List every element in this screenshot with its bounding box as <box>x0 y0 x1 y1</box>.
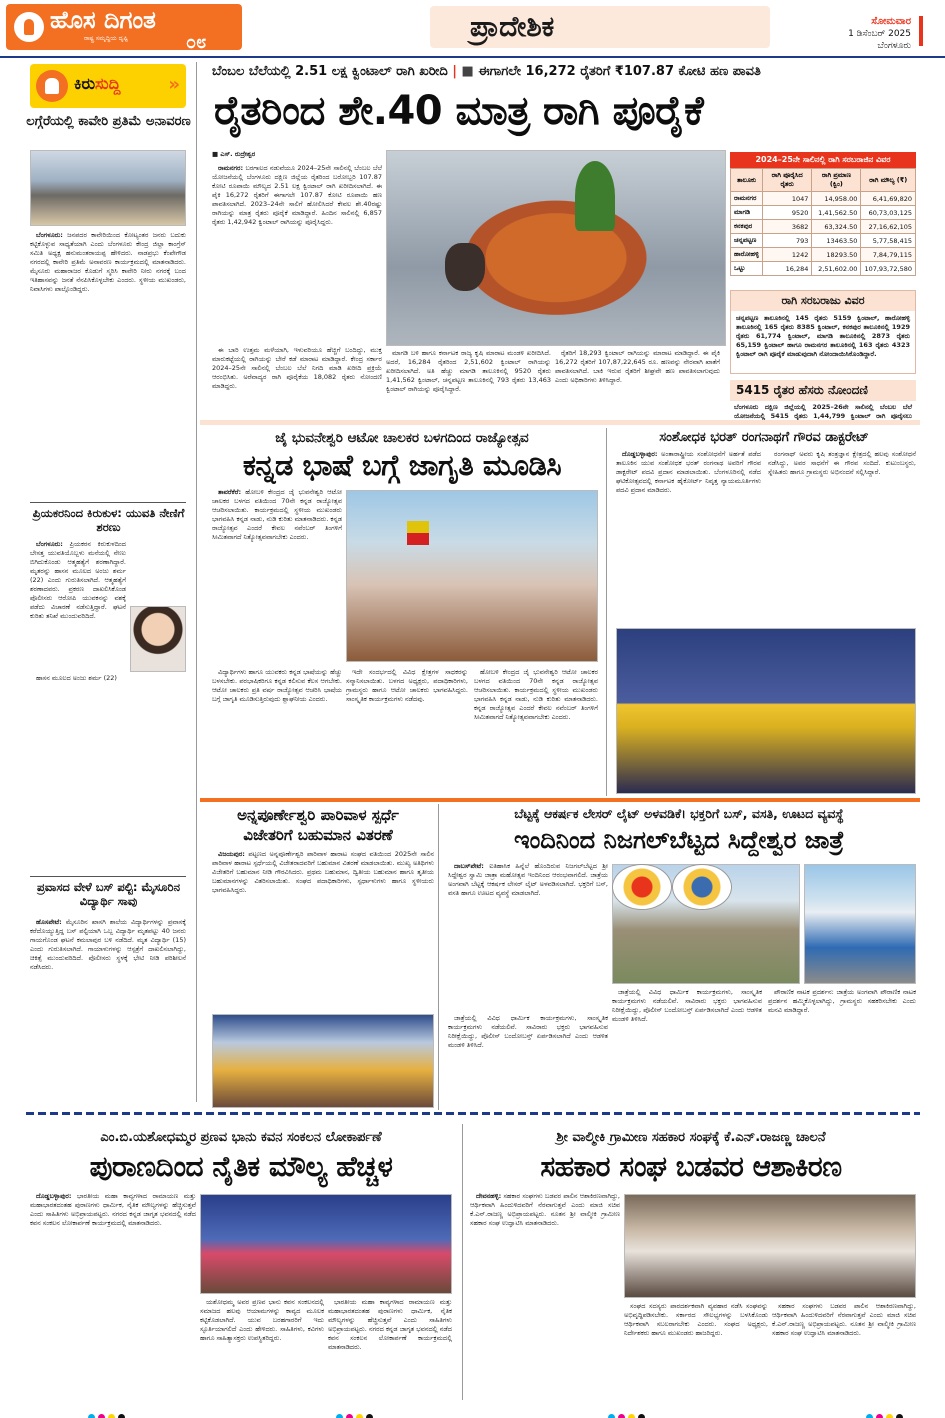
table-row: ಒಟ್ಟು 16,284 2,51,602.00 107,93,72,580 <box>731 262 916 276</box>
jatre-kicker: ಬೆಟ್ಟಕ್ಕೆ ಆಕರ್ಷಕ ಲೇಸರ್ ಲೈಟ್ ಅಳವಡಿಕೆ। ಭಕ್ತರಿಗೆ ಬಸ್, ವಸತಿ, ಊಟದ ವ್ಯವಸ್ಥೆ <box>514 806 844 821</box>
column-rule <box>196 62 197 1102</box>
supply-box-body: ಚನ್ನಪಟ್ಟಣ ತಾಲೂಕಿನಲ್ಲಿ 145 ರೈತರು 5159 ಕ್ವಿಂಟಾಲ್, ಹಾರೋಹಳ್ಳಿ ತಾಲೂಕಿನಲ್ಲಿ 165 ರೈತರು 8385 ಕ್ವಿಂಟಾಲ್, ಕನಕಪುರ ತಾಲೂಕಿನಲ್ಲಿ 1929 ರೈತರು 61,774 ಕ್ವಿಂಟಾಲ್, ಮಾಗಡಿ ತಾಲೂಕಿನಲ್ಲಿ 2873 ರೈತರು 65,159 ಕ್ವಿಂಟಾಲ್ ಹಾಗೂ ರಾಮನಗರ ತಾಲೂಕಿನಲ್ಲಿ 163 ರೈತರು 4323 ಕ್ವಿಂಟಾಲ್ ರಾಗಿ ಪೂರೈಕೆ ಮಾಡುವುದಾಗಿ ನೋಂದಾಯಿಸಿಕೊಂಡಿದ್ದಾರೆ. <box>736 314 910 358</box>
jatre-body-col2: ಜಾತ್ರೆಯಲ್ಲಿ ವಿವಿಧ ಧಾರ್ಮಿಕ ಕಾರ್ಯಕ್ರಮಗಳು, ಸಾಂಸ್ಕೃತಿಕ ಕಾರ್ಯಕ್ರಮಗಳು ನಡೆಯಲಿವೆ. ಸಾವಿರಾರು ಭಕ್ತರು ಭಾಗವಹಿಸುವ ನಿರೀಕ್ಷೆಯಿದ್ದು, ಪೊಲೀಸ್ ಬಂದೋಬಸ್ತ್ ಏರ್ಪಡಿಸಲಾಗಿದೆ ಎಂದು ಆಡಳಿತ ಮಂಡಳಿ ತಿಳಿಸಿದೆ. <box>612 988 762 1023</box>
deity-icon <box>612 864 672 910</box>
kannada-photo-group <box>346 490 598 662</box>
sahakara-body-col1: ದೇವನಹಳ್ಳಿ: ಸಹಕಾರ ಸಂಘಗಳು ಬಡವರ ಪಾಲಿನ ಆಶಾಕಿರಣವಾಗಿದ್ದು, ಆರ್ಥಿಕವಾಗಿ ಹಿಂದುಳಿದವರಿಗೆ ನೆರವಾಗುತ್ತವೆ ಎಂದು ಮಾಜಿ ಸಚಿವ ಕೆ.ಎನ್.ರಾಜಣ್ಣ ಅಭಿಪ್ರಾಯಪಟ್ಟರು. ನೂತನ ಶ್ರೀ ವಾಲ್ಮೀಕಿ ಗ್ರಾಮೀಣ ಸಹಕಾರ ಸಂಘ ಉದ್ಘಾಟಿಸಿ ಮಾತನಾಡಿದರು. <box>470 1192 620 1227</box>
column-rule <box>606 428 607 796</box>
registration-box-body: ಬೆಂಗಳೂರು ದಕ್ಷಿಣ ಜಿಲ್ಲೆಯಲ್ಲಿ 2025–26ನೇ ಸಾಲಿನಲ್ಲಿ ಬೆಂಬಲ ಬೆಲೆ ಯೋಜನೆಯಲ್ಲಿ 5415 ರೈತರು 1,44,799 ಕ್ವಿಂಟಾಲ್ ರಾಗಿ ಪೂರೈಸಲು <box>734 403 912 420</box>
pigeon-body: ವಿಜಯಪುರ: ಪಟ್ಟಣದ ಅನ್ನಪೂರ್ಣೇಶ್ವರಿ ಪಾರಿವಾಳ ಹಾರಾಟ ಸಂಘದ ವತಿಯಿಂದ 2025ನೇ ಸಾಲಿನ ಪಾರಿವಾಳ ಹಾರಾಟ ಸ್ಪರ್ಧೆಯಲ್ಲಿ ವಿಜೇತರಾದವರಿಗೆ ಬಹುಮಾನ ವಿತರಣೆ ಮಾಡಲಾಯಿತು. ಮುಖ್ಯ ಅತಿಥಿಗಳು ವಿಜೇತರಿಗೆ ಬಹುಮಾನ ನೀಡಿ ಗೌರವಿಸಿದರು. ಪ್ರಥಮ ಬಹುಮಾನ, ದ್ವಿತೀಯ ಬಹುಮಾನ ಹಾಗೂ ತೃತೀಯ ಬಹುಮಾನಗಳನ್ನು ವಿತರಿಸಲಾಯಿತು. ಸಂಘದ ಪದಾಧಿಕಾರಿಗಳು, ಸ್ಪರ್ಧಾಳುಗಳು ಹಾಗೂ ಸ್ಥಳೀಯರು ಭಾಗವಹಿಸಿದ್ದರು. <box>212 850 434 894</box>
accent-bar <box>919 16 923 46</box>
brief-1-body: ಬೆಂಗಳೂರು: ಜನಪದರ ಕಾವೇರಿಯಿಂದ ಕೋಟ್ಯಂತರ ಜನರು ಬದುಕು ಕಟ್ಟಿಕೊಳ್ಳುವ ಸಾಧ್ಯತೆಯಾಗಿ ಎಂದು ಬೆಂಗಳೂರು ಕೇಂದ್ರ ಜಿಲ್ಲಾ ಕಾಂಗ್ರೆಸ್ ಸಮಿತಿ ಅಧ್ಯಕ್ಷ ಹನುಮಂತರಾಯಪ್ಪ ಹೇಳಿದರು. ನಾಡಪ್ರಭು ಕೆಂಪೇಗೌಡ ನಗರದಲ್ಲಿ ಕಾವೇರಿ ಪ್ರತಿಮೆ ಅನಾವರಣ ಕಾರ್ಯಕ್ರಮದಲ್ಲಿ ಮಾತನಾಡಿದರು. ಮೈಸೂರು ಮಹಾರಾಜರ ಕೊಡುಗೆ ಸ್ಮರಿಸಿ ಕಾವೇರಿ ನೀರು ನಗರಕ್ಕೆ ಬಂದ ಇತಿಹಾಸವನ್ನು ಜನತೆ ನೆನಪಿಸಿಕೊಳ್ಳಬೇಕು ಎಂದರು. ಸ್ಥಳೀಯ ಮುಖಂಡರು, ನಿವಾಸಿಗಳು ಪಾಲ್ಗೊಂಡಿದ್ದರು. <box>30 231 186 293</box>
hand-icon <box>36 70 68 102</box>
issue-day: ಸೋಮವಾರ <box>871 16 911 27</box>
deity-icon <box>672 864 732 910</box>
table-header: ರಾಗಿ ಮೌಲ್ಯ (₹) <box>861 169 916 192</box>
page-number: ೦೮ <box>186 32 207 53</box>
table-row: ರಾಮನಗರ 1047 14,958.00 6,41,69,820 <box>731 192 916 206</box>
table-header: ತಾಲೂಕು <box>731 169 763 192</box>
purana-body-col2: ಯಶೋಧಮ್ಮ ಅವರ ಪ್ರಣವ ಭಾನು ಕವನ ಸಂಕಲನದಲ್ಲಿ ಸಮಾಜದ ಹಲವು ಆಯಾಮಗಳನ್ನು ಕಾವ್ಯದ ಮೂಲಕ ಕಟ್ಟಿಕೊಡಲಾಗಿದೆ. ಯುವ ಬರಹಗಾರರಿಗೆ ಇದು ಸ್ಫೂರ್ತಿಯಾಗಲಿದೆ ಎಂದು ಹೇಳಿದರು. ಸಾಹಿತಿಗಳು, ಕವಿಗಳು ಹಾಗೂ ಸಾಹಿತ್ಯಾಸಕ್ತರು ಉಪಸ್ಥಿತರಿದ್ದರು. <box>200 1298 324 1342</box>
doctorate-headline: ಸಂಶೋಧಕ ಭರತ್ ರಂಗನಾಥಗೆ ಗೌರವ ಡಾಕ್ಟರೇಟ್ <box>659 430 869 445</box>
pigeon-headline-1: ಅನ್ನಪೂರ್ಣೇಶ್ವರಿ ಪಾರಿವಾಳ ಸ್ಪರ್ಧೆ <box>237 806 399 824</box>
kirusuddi-banner <box>30 64 186 108</box>
brief-3-headline: ಪ್ರವಾಸದ ವೇಳೆ ಬಸ್ ಪಲ್ಟಿ: ಮೈಸೂರಿನ ವಿದ್ಯಾರ್ಥಿ ಸಾವು <box>37 880 180 908</box>
purana-body-col1: ದೊಡ್ಡಬಳ್ಳಾಪುರ: ಭಾರತೀಯ ಮಹಾ ಕಾವ್ಯಗಳಾದ ರಾಮಾಯಣ ಮತ್ತು ಮಹಾಭಾರತದಂತಹ ಪುರಾಣಗಳು ಧಾರ್ಮಿಕ, ನೈತಿಕ ಮೌಲ್ಯಗಳನ್ನು ಹೆಚ್ಚಿಸುತ್ತವೆ ಎಂದು ಸಾಹಿತಿಗಳು ಅಭಿಪ್ರಾಯಪಟ್ಟರು. ನಗರದ ಕನ್ನಡ ಜಾಗೃತ ಭವನದಲ್ಲಿ ನಡೆದ ಕವನ ಸಂಕಲನ ಲೋಕಾರ್ಪಣೆ ಕಾರ್ಯಕ್ರಮದಲ್ಲಿ ಮಾತನಾಡಿದರು. <box>30 1192 196 1227</box>
print-registration-marks <box>88 1406 148 1414</box>
sahakara-photo-audience <box>624 1194 916 1298</box>
masthead-rule <box>0 56 945 58</box>
newspaper-logo <box>6 4 242 53</box>
lamp-emblem-icon <box>14 12 44 42</box>
doctorate-body-col2: ರಂಗನಾಥ್ ಅವರು ಕೃಷಿ ತಂತ್ರಜ್ಞಾನ ಕ್ಷೇತ್ರದಲ್ಲಿ ಹಲವು ಸಂಶೋಧನೆ ನಡೆಸಿದ್ದು, ಅವರ ಸಾಧನೆಗೆ ಈ ಗೌರವ ಸಂದಿದೆ. ಕುಟುಂಬಸ್ಥರು, ಸ್ನೇಹಿತರು ಹಾಗೂ ಗ್ರಾಮಸ್ಥರು ಅಭಿನಂದನೆ ಸಲ್ಲಿಸಿದ್ದಾರೆ. <box>768 450 916 476</box>
section-divider <box>26 1112 920 1115</box>
supply-details-box <box>730 290 916 374</box>
kirusuddi-label: ಕಿರುಸುದ್ದಿ <box>74 74 121 93</box>
purana-body-col3: ಭಾರತೀಯ ಮಹಾ ಕಾವ್ಯಗಳಾದ ರಾಮಾಯಣ ಮತ್ತು ಮಹಾಭಾರತದಂತಹ ಪುರಾಣಗಳು ಧಾರ್ಮಿಕ, ನೈತಿಕ ಮೌಲ್ಯಗಳನ್ನು ಹೆಚ್ಚಿಸುತ್ತವೆ ಎಂದು ಸಾಹಿತಿಗಳು ಅಭಿಪ್ರಾಯಪಟ್ಟರು. ನಗರದ ಕನ್ನಡ ಜಾಗೃತ ಭವನದಲ್ಲಿ ನಡೆದ ಕವನ ಸಂಕಲನ ಲೋಕಾರ್ಪಣೆ ಕಾರ್ಯಕ್ರಮದಲ್ಲಿ ಮಾತನಾಡಿದರು. <box>328 1298 452 1351</box>
brief-1-headline: ಲಗ್ಗೆರೆಯಲ್ಲಿ ಕಾವೇರಿ ಪ್ರತಿಮೆ ಅನಾವರಣ <box>26 114 191 129</box>
column-rule <box>438 804 439 1110</box>
kannada-body-col1: ತಾವರೆಕೆರೆ: ಹೋಬಳಿ ಕೇಂದ್ರದ ಜೈ ಭುವನೇಶ್ವರಿ ಆಟೋ ಚಾಲಕರ ಬಳಗದ ವತಿಯಿಂದ 70ನೇ ಕನ್ನಡ ರಾಜ್ಯೋತ್ಸವ ಆಚರಿಸಲಾಯಿತು. ಕಾರ್ಯಕ್ರಮದಲ್ಲಿ ಸ್ಥಳೀಯ ಮುಖಂಡರು ಭಾಗವಹಿಸಿ ಕನ್ನಡ ನಾಡು, ನುಡಿ ಕುರಿತು ಮಾತನಾಡಿದರು. ಕನ್ನಡ ರಾಜ್ಯೋತ್ಸವ ಎಂದರೆ ಕೇವಲ ನವೆಂಬರ್ ತಿಂಗಳಿಗೆ ಸೀಮಿತವಾಗದೆ ನಿತ್ಯೋತ್ಸವವಾಗಬೇಕು ಎಂದರು. <box>212 488 342 541</box>
brief-2-caption: ಹಾಸನ ಮೂಲದ ಅಂಜು ಶರ್ಮ (22) <box>36 674 117 682</box>
print-registration-marks <box>336 1406 396 1414</box>
sahakara-kicker: ಶ್ರೀ ವಾಲ್ಮೀಕಿ ಗ್ರಾಮೀಣ ಸಹಕಾರ ಸಂಘಕ್ಕೆ ಕೆ.ಎನ್.ರಾಜಣ್ಣ ಚಾಲನೆ <box>556 1130 826 1145</box>
purana-headline: ಪುರಾಣದಿಂದ ನೈತಿಕ ಮೌಲ್ಯ ಹೆಚ್ಚಳ <box>89 1150 393 1183</box>
newspaper-tagline: ರಾಷ್ಟ್ರ ಸಮೃದ್ಧಿಯ ದೃಷ್ಟಿ <box>84 35 129 42</box>
masthead <box>0 0 945 56</box>
leaves-shape <box>575 161 615 231</box>
newspaper-title: ಹೊಸ ದಿಗಂತ <box>50 6 156 34</box>
chevron-right-icon: » <box>168 74 180 95</box>
registration-box <box>730 380 916 420</box>
ragi-supply-table <box>730 152 916 276</box>
sahakara-headline: ಸಹಕಾರ ಸಂಘ ಬಡವರ ಆಶಾಕಿರಣ <box>540 1150 842 1183</box>
date-block <box>848 16 911 52</box>
table-header: ರಾಗಿ ಪ್ರಮಾಣ (ಕ್ವಿಂ) <box>812 169 861 192</box>
issue-date: 1 ಡಿಸೆಂಬರ್ 2025 <box>848 29 911 39</box>
kannada-body-col2: ವಿದ್ಯಾರ್ಥಿಗಳು ಹಾಗೂ ಯುವಕರು ಕನ್ನಡ ಭಾಷೆಯನ್ನು ಹೆಚ್ಚು ಬಳಸಬೇಕು. ಪರಭಾಷಿಕರಿಗೂ ಕನ್ನಡ ಕಲಿಸುವ ಕೆಲಸ ಆಗಬೇಕು. ಆಟೋ ಚಾಲಕರು ಪ್ರತಿ ವರ್ಷ ರಾಜ್ಯೋತ್ಸವ ಆಚರಿಸಿ ಭಾಷೆಯ ಬಗ್ಗೆ ಜಾಗೃತಿ ಮೂಡಿಸುತ್ತಿರುವುದು ಶ್ಲಾಘನೀಯ ಎಂದರು. <box>212 668 342 703</box>
lead-headline: ರೈತರಿಂದ ಶೇ.40 ಮಾತ್ರ ರಾಗಿ ಪೂರೈಕೆ <box>214 88 704 134</box>
section-divider <box>200 420 920 425</box>
kannada-kicker: ಜೈ ಭುವನೇಶ್ವರಿ ಆಟೋ ಚಾಲಕರ ಬಳಗದಿಂದ ರಾಜ್ಯೋತ್ಸವ <box>275 430 529 446</box>
purana-kicker: ಎಂ.ಬಿ.ಯಶೋಧಮ್ಮರ ಪ್ರಣವ ಭಾನು ಕವನ ಸಂಕಲನ ಲೋಕಾರ್ಪಣೆ <box>100 1130 382 1145</box>
registration-box-title: 5415 ರೈತರ ಹೆಸರು ನೋಂದಣಿ <box>730 380 916 401</box>
brief-2-photo <box>130 606 186 672</box>
table-row: ಮಾಗಡಿ 9520 1,41,562.50 60,73,03,125 <box>731 206 916 220</box>
pigeon-headline-2: ವಿಜೇತರಿಗೆ ಬಹುಮಾನ ವಿತರಣೆ <box>243 826 393 844</box>
pot-shape <box>445 243 485 291</box>
flag-shape <box>407 533 429 545</box>
lead-body-col1: ರಾಮನಗರ: ಬರಗಾಲದ ನಡುವೆಯೂ 2024–25ನೇ ಸಾಲಿನಲ್ಲಿ ಬೆಂಬಲ ಬೆಲೆ ಯೋಜನೆಯಲ್ಲಿ ಬೆಂಗಳೂರು ದಕ್ಷಿಣ ಜಿಲ್ಲೆಯ ರೈತರಿಂದ ಬರೋಬ್ಬರಿ 107.87 ಕೋಟಿ ರೂಪಾಯಿ ಮೌಲ್ಯದ 2.51 ಲಕ್ಷ ಕ್ವಿಂಟಾಲ್ ರಾಗಿ ಖರೀದಿಸಲಾಗಿದೆ. ಈ ಪೈಕಿ 16,272 ರೈತರಿಗೆ ಈಗಾಗಲೇ 107.87 ಕೋಟಿ ರೂಪಾಯಿ ಹಣ ಪಾವತಿಸಲಾಗಿದೆ. 2023–24ನೇ ಸಾಲಿಗೆ ಹೋಲಿಸಿದರೆ ಕೇವಲ ಶೇ.40ರಷ್ಟು ರಾಗಿಯನ್ನು ಮಾತ್ರ ರೈತರು ಪೂರೈಕೆ ಮಾಡಿದ್ದಾರೆ. ಹಿಂದಿನ ಸಾಲಿನಲ್ಲಿ 6,857 ರೈತರು 1,42,942 ಕ್ವಿಂಟಾಲ್ ರಾಗಿಯನ್ನು ಪೂರೈಸಿದ್ದರು. <box>212 164 382 226</box>
lead-body-col1b: ಈ ಬಾರಿ ಉತ್ತಮ ಮಳೆಯಾಗಿ, ಇಳುವರಿಯೂ ಹೆಚ್ಚಿಗೆ ಬಂದಿದ್ದು, ಮುಕ್ತ ಮಾರುಕಟ್ಟೆಯಲ್ಲಿ ರಾಗಿಯನ್ನು ಬೇರೆ ಕಡೆ ಮಾರಾಟ ಮಾಡಿದ್ದಾರೆ. ಕೇಂದ್ರ ಸರ್ಕಾರ 2024–25ನೇ ಸಾಲಿನಲ್ಲಿ ಬೆಂಬಲ ಬೆಲೆ ನಿಗದಿ ಮಾಡಿ ಖರೀದಿ ಪ್ರಕ್ರಿಯೆ ಆರಂಭಿಸಿತು. ಅರೆವಾದ್ಯರ ರಾಗಿ ಪೂರೈಕೆಯ 18,082 ರೈತರು ನೋಂದಣಿ ಮಾಡಿದ್ದರು. <box>212 346 382 390</box>
doctorate-photo-ceremony <box>616 628 916 794</box>
section-banner <box>430 6 770 48</box>
divider <box>30 876 186 877</box>
doctorate-body-col1: ದೊಡ್ಡಬಳ್ಳಾಪುರ: ಅಂತಾರಾಷ್ಟ್ರೀಯ ಸಂಶೋಧನೆಗೆ ಅರ್ಹತೆ ಪಡೆದ ತಾಲೂಕಿನ ಯುವ ಸಂಶೋಧಕ ಭರತ್ ರಂಗನಾಥ ಅವರಿಗೆ ಗೌರವ ಡಾಕ್ಟರೇಟ್ ಪದವಿ ಪ್ರದಾನ ಮಾಡಲಾಯಿತು. ಬೆಂಗಳೂರಿನಲ್ಲಿ ನಡೆದ ಘಟಿಕೋತ್ಸವದಲ್ಲಿ ಕರ್ನಾಟಕ ಹೈಕೋರ್ಟ್ ನಿವೃತ್ತ ನ್ಯಾಯಮೂರ್ತಿಗಳು ಪದವಿ ಪ್ರದಾನ ಮಾಡಿದರು. <box>616 450 761 494</box>
data-table <box>730 168 916 276</box>
print-registration-marks <box>866 1406 926 1414</box>
kannada-body-col3: ಇದೇ ಸಂದರ್ಭದಲ್ಲಿ ವಿವಿಧ ಕ್ಷೇತ್ರಗಳ ಸಾಧಕರನ್ನು ಸನ್ಮಾನಿಸಲಾಯಿತು. ಬಳಗದ ಅಧ್ಯಕ್ಷರು, ಪದಾಧಿಕಾರಿಗಳು, ಗ್ರಾಮಸ್ಥರು ಹಾಗೂ ಆಟೋ ಚಾಲಕರು ಭಾಗವಹಿಸಿದ್ದರು. ಸಾಂಸ್ಕೃತಿಕ ಕಾರ್ಯಕ್ರಮಗಳು ನಡೆದವು. <box>346 668 468 703</box>
brief-2-headline: ಪ್ರಿಯಕರನಿಂದ ಕಿರುಕುಳ: ಯುವತಿ ನೇಣಿಗೆ ಶರಣು <box>32 506 185 534</box>
issue-city: ಬೆಂಗಳೂರು <box>877 41 911 51</box>
section-title: ಪ್ರಾದೇಶಿಕ <box>470 10 555 43</box>
lead-byline: ■ ಎಸ್. ರುದ್ರೇಶ್ವರ <box>212 150 256 158</box>
jatre-body-col1: ದಾಬಸ್‌ಪೇಟೆ: ಐತಿಹಾಸಿಕ ಹಿನ್ನೆಲೆ ಹೊಂದಿರುವ ನಿಜಗಲ್‌ಬೆಟ್ಟದ ಶ್ರೀ ಸಿದ್ದೇಶ್ವರ ಸ್ವಾಮಿ ಜಾತ್ರಾ ಮಹೋತ್ಸವ ಇಂದಿನಿಂದ ಆರಂಭವಾಗಲಿದೆ. ಜಾತ್ರೆಯ ಅಂಗವಾಗಿ ಬೆಟ್ಟಕ್ಕೆ ಆಕರ್ಷಕ ಲೇಸರ್ ಲೈಟ್ ಅಳವಡಿಸಲಾಗಿದೆ. ಭಕ್ತರಿಗೆ ಬಸ್, ವಸತಿ ಹಾಗೂ ಊಟದ ವ್ಯವಸ್ಥೆ ಮಾಡಲಾಗಿದೆ. <box>448 862 608 897</box>
kannada-body-col4: ಹೋಬಳಿ ಕೇಂದ್ರದ ಜೈ ಭುವನೇಶ್ವರಿ ಆಟೋ ಚಾಲಕರ ಬಳಗದ ವತಿಯಿಂದ 70ನೇ ಕನ್ನಡ ರಾಜ್ಯೋತ್ಸವ ಆಚರಿಸಲಾಯಿತು. ಕಾರ್ಯಕ್ರಮದಲ್ಲಿ ಸ್ಥಳೀಯ ಮುಖಂಡರು ಭಾಗವಹಿಸಿ ಕನ್ನಡ ನಾಡು, ನುಡಿ ಕುರಿತು ಮಾತನಾಡಿದರು. ಕನ್ನಡ ರಾಜ್ಯೋತ್ಸವ ಎಂದರೆ ಕೇವಲ ನವೆಂಬರ್ ತಿಂಗಳಿಗೆ ಸೀಮಿತವಾಗದೆ ನಿತ್ಯೋತ್ಸವವಾಗಬೇಕು ಎಂದರು. <box>474 668 598 721</box>
brief-1-photo <box>30 150 186 226</box>
table-row: ಹಾರೋಹಳ್ಳಿ 1242 18293.50 7,84,79,115 <box>731 248 916 262</box>
supply-box-title: ರಾಗಿ ಸರಬರಾಜು ವಿವರ <box>731 291 915 311</box>
sahakara-body-col3: ಸಹಕಾರ ಸಂಘಗಳು ಬಡವರ ಪಾಲಿನ ಆಶಾಕಿರಣವಾಗಿದ್ದು, ಆರ್ಥಿಕವಾಗಿ ಹಿಂದುಳಿದವರಿಗೆ ನೆರವಾಗುತ್ತವೆ ಎಂದು ಮಾಜಿ ಸಚಿವ ಕೆ.ಎನ್.ರಾಜಣ್ಣ ಅಭಿಪ್ರಾಯಪಟ್ಟರು. ನೂತನ ಶ್ರೀ ವಾಲ್ಮೀಕಿ ಗ್ರಾಮೀಣ ಸಹಕಾರ ಸಂಘ ಉದ್ಘಾಟಿಸಿ ಮಾತನಾಡಿದರು. <box>772 1302 916 1337</box>
table-header: ರಾಗಿ ಪೂರೈಸಿದ ರೈತರು <box>762 169 811 192</box>
jatre-body-col1b: ಜಾತ್ರೆಯಲ್ಲಿ ವಿವಿಧ ಧಾರ್ಮಿಕ ಕಾರ್ಯಕ್ರಮಗಳು, ಸಾಂಸ್ಕೃತಿಕ ಕಾರ್ಯಕ್ರಮಗಳು ನಡೆಯಲಿವೆ. ಸಾವಿರಾರು ಭಕ್ತರು ಭಾಗವಹಿಸುವ ನಿರೀಕ್ಷೆಯಿದ್ದು, ಪೊಲೀಸ್ ಬಂದೋಬಸ್ತ್ ಏರ್ಪಡಿಸಲಾಗಿದೆ ಎಂದು ಆಡಳಿತ ಮಂಡಳಿ ತಿಳಿಸಿದೆ. <box>448 1014 608 1049</box>
brief-2-body: ಬೆಂಗಳೂರು: ಪ್ರಿಯಕರನ ಕಿರುಕುಳದಿಂದ ಬೇಸತ್ತ ಯುವತಿಯೊಬ್ಬಳು ಮನೆಯಲ್ಲಿ ನೇಣು ಬಿಗಿದುಕೊಂಡು ಆತ್ಮಹತ್ಯೆಗೆ ಶರಣಾಗಿದ್ದಾರೆ. ಮೃತರನ್ನು ಹಾಸನ ಮೂಲದ ಅಂಜು ಶರ್ಮ (22) ಎಂದು ಗುರುತಿಸಲಾಗಿದೆ. ಆತ್ಮಹತ್ಯೆಗೆ ಶರಣಾದವರು. ಪ್ರಕರಣ ದಾಖಲಿಸಿಕೊಂಡ ಪೊಲೀಸರು ಆರೋಪಿ ಯುವಕನನ್ನು ವಶಕ್ಕೆ ಪಡೆದು ವಿಚಾರಣೆ ನಡೆಸುತ್ತಿದ್ದಾರೆ. ಘಟನೆ ಕುರಿತು ತನಿಖೆ ಮುಂದುವರಿದಿದೆ. <box>30 540 126 620</box>
print-registration-marks <box>608 1406 668 1414</box>
table-title: 2024–25ನೇ ಸಾಲಿನಲ್ಲಿ ರಾಗಿ ಸರಬರಾಜಿನ ವಿವರ <box>730 152 916 168</box>
lead-kicker: ಬೆಂಬಲ ಬೆಲೆಯಲ್ಲಿ 2.51 ಲಕ್ಷ ಕ್ವಿಂಟಾಲ್ ರಾಗಿ ಖರೀದಿ | ■ ಈಗಾಗಲೇ 16,272 ರೈತರಿಗೆ ₹107.87 ಕೋಟಿ ಹಣ ಪಾವತಿ <box>212 64 761 79</box>
section-divider <box>200 798 920 802</box>
jatre-headline: ಇಂದಿನಿಂದ ನಿಜಗಲ್‌ಬೆಟ್ಟದ ಸಿದ್ದೇಶ್ವರ ಜಾತ್ರೆ <box>513 826 845 854</box>
jatre-body-col3: ಪೌರಾಣಿಕ ನಾಟಕ ಪ್ರದರ್ಶನ: ಜಾತ್ರೆಯ ಅಂಗವಾಗಿ ಪೌರಾಣಿಕ ನಾಟಕ ಪ್ರದರ್ಶನ ಹಮ್ಮಿಕೊಳ್ಳಲಾಗಿದ್ದು, ಗ್ರಾಮಸ್ಥರು ಸಹಕರಿಸಬೇಕು ಎಂದು ಮನವಿ ಮಾಡಿದ್ದಾರೆ. <box>768 988 916 1014</box>
pigeon-photo-winners <box>212 1014 434 1108</box>
lead-photo-ragi-heap <box>386 150 726 346</box>
column-rule <box>462 1124 463 1400</box>
divider <box>30 502 186 503</box>
table-row: ಚನ್ನಪಟ್ಟಣ 793 13463.50 5,77,58,415 <box>731 234 916 248</box>
kannada-headline: ಕನ್ನಡ ಭಾಷೆ ಬಗ್ಗೆ ಜಾಗೃತಿ ಮೂಡಿಸಿ <box>242 448 562 482</box>
lead-body-col2: ಮಾಗಡಿ ಬಳಿ ಹಾಗೂ ಕರ್ನಾಟಕ ರಾಜ್ಯ ಕೃಷಿ ಮಾರಾಟ ಮಂಡಳಿ ಖರೀದಿಸಿದೆ. ಅದರೆ, 16,284 ರೈತರಿಂದ 2,51,602 ಕ್ವಿಂಟಾಲ್ ರಾಗಿಯನ್ನು ಖರೀದಿಸಲಾಗಿದೆ. ಅತಿ ಹೆಚ್ಚು ಮಾಗಡಿ ತಾಲೂಕಿನಲ್ಲಿ 9520 ರೈತರು 1,41,562 ಕ್ವಿಂಟಾಲ್, ಚನ್ನಪಟ್ಟಣ ತಾಲೂಕಿನಲ್ಲಿ 793 ರೈತರು 13,463 ಕ್ವಿಂಟಾಲ್ ರಾಗಿಯನ್ನು ಪೂರೈಸಿದ್ದಾರೆ. <box>386 349 551 393</box>
lead-body-col3: ರೈತರಿಗೆ 18,293 ಕ್ವಿಂಟಾಲ್ ರಾಗಿಯನ್ನು ಮಾರಾಟ ಮಾಡಿದ್ದಾರೆ. ಈ ಪೈಕಿ 16,272 ರೈತರಿಗೆ 107,87,22,645 ರೂ. ಹಣವನ್ನು ನೇರವಾಗಿ ಖಾತೆಗೆ ಪಾವತಿಸಲಾಗಿದೆ. ಬಾಕಿ ಇರುವ ರೈತರಿಗೆ ಶೀಘ್ರವೇ ಹಣ ಪಾವತಿಸಲಾಗುವುದು ಎಂದು ಅಧಿಕಾರಿಗಳು ತಿಳಿಸಿದ್ದಾರೆ. <box>555 349 720 384</box>
purana-photo-launch <box>200 1194 452 1294</box>
brief-3-body: ಹೊಸಪೇಟೆ: ಮೈಸೂರಿನ ಖಾಸಗಿ ಶಾಲೆಯ ವಿದ್ಯಾರ್ಥಿಗಳನ್ನು ಪ್ರವಾಸಕ್ಕೆ ಕರೆದೊಯ್ಯುತ್ತಿದ್ದ ಬಸ್ ಪಲ್ಟಿಯಾಗಿ ಒಬ್ಬ ವಿದ್ಯಾರ್ಥಿ ಮೃತಪಟ್ಟು 40 ಜನರು ಗಾಯಗೊಂಡ ಘಟನೆ ಕಮಲಾಪುರ ಬಳಿ ನಡೆದಿದೆ. ಮೃತ ವಿದ್ಯಾರ್ಥಿ (15) ಎಂದು ಗುರುತಿಸಲಾಗಿದೆ. ಗಾಯಾಳುಗಳನ್ನು ಆಸ್ಪತ್ರೆಗೆ ದಾಖಲಿಸಲಾಗಿದ್ದು, ಚಿಕಿತ್ಸೆ ಮುಂದುವರಿದಿದೆ. ಪೊಲೀಸರು ಸ್ಥಳಕ್ಕೆ ಭೇಟಿ ನೀಡಿ ಪರಿಶೀಲನೆ ನಡೆಸಿದರು. <box>30 918 186 971</box>
jatre-photo-temple <box>804 864 916 984</box>
sahakara-body-col2: ಸಂಘದ ಸದಸ್ಯರು ಪಾರದರ್ಶಕವಾಗಿ ವ್ಯವಹಾರ ನಡೆಸಿ ಸಂಘವನ್ನು ಅಭಿವೃದ್ಧಿಪಡಿಸಬೇಕು. ಸರ್ಕಾರದ ಸೌಲಭ್ಯಗಳನ್ನು ಬಳಸಿಕೊಂಡು ಆರ್ಥಿಕವಾಗಿ ಸಬಲರಾಗಬೇಕು ಎಂದರು. ಸಂಘದ ಅಧ್ಯಕ್ಷರು, ನಿರ್ದೇಶಕರು ಹಾಗೂ ಮುಖಂಡರು ಹಾಜರಿದ್ದರು. <box>624 1302 768 1337</box>
table-row: ಕನಕಪುರ 3682 63,324.50 27,16,62,105 <box>731 220 916 234</box>
